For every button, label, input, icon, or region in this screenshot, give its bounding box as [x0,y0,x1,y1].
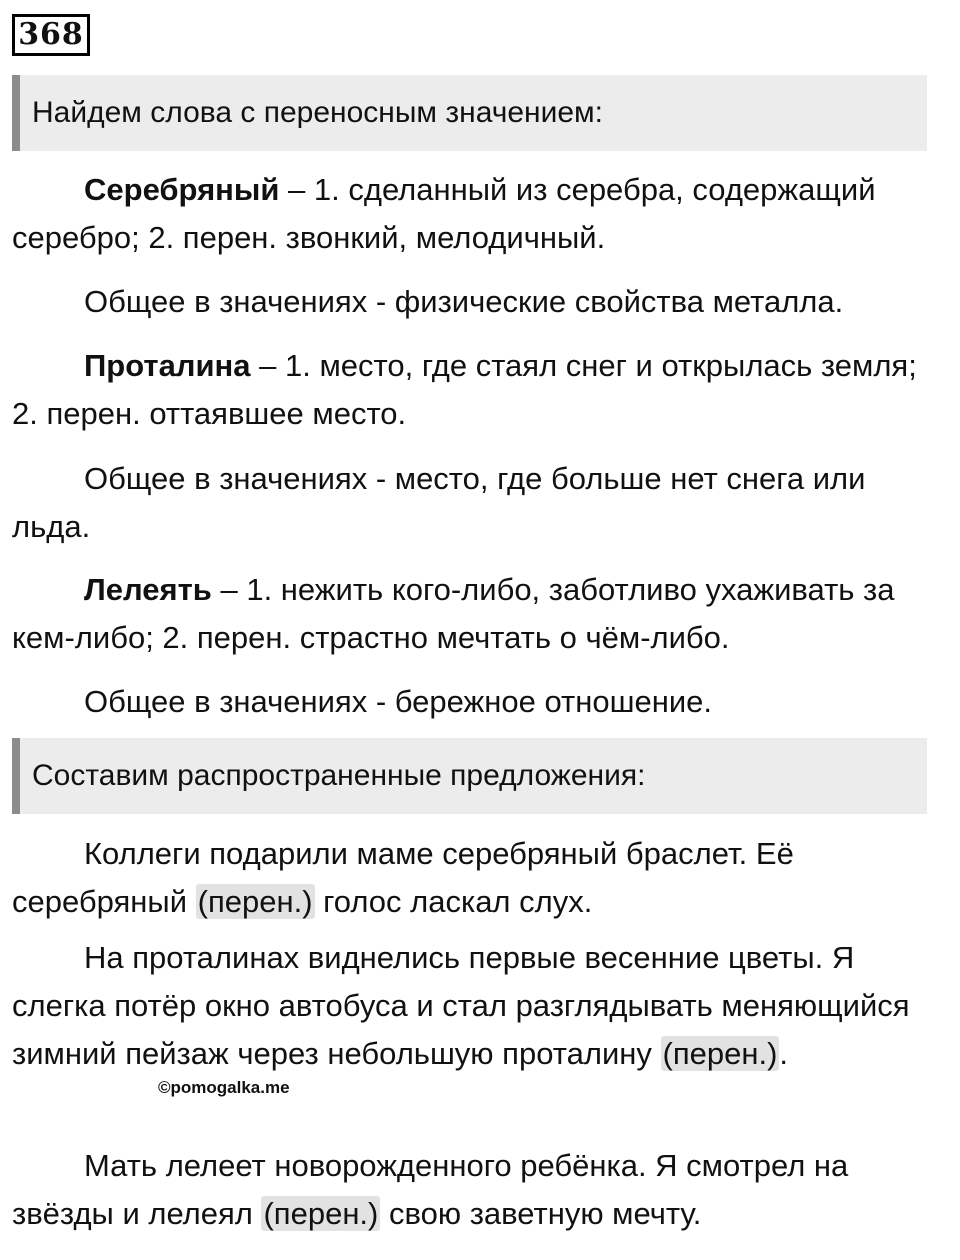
definition-paragraph [12,566,942,662]
section-heading-sentences: Составим распространенные предложения: [12,738,927,814]
definition-paragraph [12,166,942,262]
term: Серебряный [84,172,280,207]
definition-text: – 1. место, где стаял снег и открылась земля; 2. перен. оттаявшее место. [12,348,917,431]
sentence-text: голос ласкал слух. [314,884,593,919]
sentence-text: На проталинах виднелись первые весенние цветы. Я слегка потёр окно автобуса и стал разглядывать меняющийся зимний пейзаж через небольшую проталину [12,940,910,1071]
term: Проталина [84,348,251,383]
common-meaning: Общее в значениях - бережное отношение. [84,684,713,719]
figurative-tag: (перен.) [662,1036,778,1071]
common-meaning: Общее в значениях - физические свойства металла. [84,284,844,319]
example-sentence [12,830,942,926]
figurative-tag: (перен.) [197,884,313,919]
sentence-text: Мать лелеет новорожденного ребёнка. Я смотрел на звёзды и лелеял [12,1148,849,1231]
example-sentence [12,934,942,1078]
section-heading-words: Найдем слова с переносным значением: [12,75,927,151]
definition-paragraph [12,342,942,438]
copyright-watermark: ©pomogalka.me [158,1078,290,1097]
term: Лелеять [84,572,212,607]
task-number: 368 [12,14,90,56]
example-sentence [12,1142,942,1238]
sentence-text: свою заветную мечту. [380,1196,702,1231]
definition-text: – 1. нежить кого-либо, заботливо ухаживать за кем-либо; 2. перен. страстно мечтать о чём-либо. [12,572,895,655]
sentence-text: . [779,1036,789,1071]
common-meaning: Общее в значениях - место, где больше нет снега или льда. [12,461,866,544]
figurative-tag: (перен.) [263,1196,379,1231]
definition-text: – 1. сделанный из серебра, содержащий серебро; 2. перен. звонкий, мелодичный. [12,172,876,255]
sentence-text: Коллеги подарили маме серебряный браслет. Её серебряный [12,836,794,919]
